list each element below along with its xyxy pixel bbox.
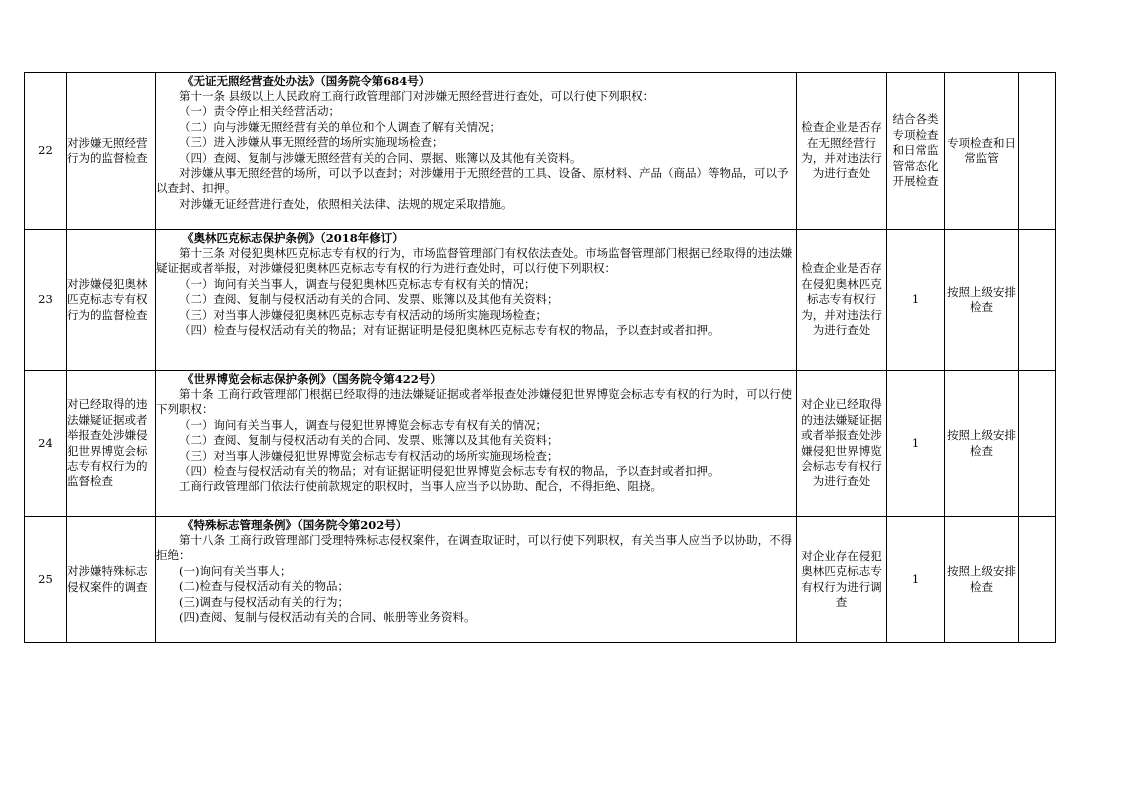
clause-text: 第十条 工商行政管理部门根据已经取得的违法嫌疑证据或者举报查处涉嫌侵犯世界博览会标志专有权的行为时，可以行使下列职权：	[156, 386, 793, 417]
inspection-ratio: 1	[887, 371, 945, 517]
inspection-method: 按照上级安排检查	[945, 371, 1019, 517]
inspection-content: 检查企业是否存在侵犯奥林匹克标志专有权行为，并对违法行为进行查处	[797, 230, 887, 371]
inspection-item: 对涉嫌侵犯奥林匹克标志专有权行为的监督检查	[67, 230, 156, 371]
legal-basis	[156, 73, 797, 230]
inspection-ratio: 结合各类专项检查和日常监管常态化开展检查	[887, 73, 945, 230]
law-title: 《奥林匹克标志保护条例》（2018年修订）	[182, 230, 404, 245]
inspection-item: 对已经取得的违法嫌疑证据或者举报查处涉嫌侵犯世界博览会标志专有权行为的监督检查	[67, 371, 156, 517]
row-number: 24	[25, 371, 67, 517]
clause-text: （二）查阅、复制与侵权活动有关的合同、发票、账簿以及其他有关资料；	[179, 292, 559, 307]
clause-text: 第十三条 对侵犯奥林匹克标志专有权的行为，市场监督管理部门有权依法查处。市场监督管理部门根据已经取得的违法嫌疑证据或者举报，对涉嫌侵犯奥林匹克标志专有权的行为进行查处时，可以行使下列职权：	[156, 245, 793, 276]
clause-text: (四)查阅、复制与侵权活动有关的合同、帐册等业务资料。	[179, 609, 476, 624]
inspection-content: 对企业已经取得的违法嫌疑证据或者举报查处涉嫌侵犯世界博览会标志专有权行为进行查处	[797, 371, 887, 517]
clause-text: （三）对当事人涉嫌侵犯世界博览会标志专有权活动的场所实施现场检查；	[179, 448, 559, 463]
table-row	[25, 73, 1056, 230]
clause-text: （四）检查与侵权活动有关的物品；对有证据证明侵犯世界博览会标志专有权的物品，予以查封或者扣押。	[179, 463, 720, 478]
inspection-content: 对企业存在侵犯奥林匹克标志专有权行为进行调查	[797, 517, 887, 643]
inspection-ratio: 1	[887, 517, 945, 643]
clause-text: （四）检查与侵权活动有关的物品；对有证据证明是侵犯奥林匹克标志专有权的物品，予以查封或者扣押。	[179, 322, 720, 337]
clause-text: (二)检查与侵权活动有关的物品；	[179, 579, 349, 594]
clause-text: （二）查阅、复制与侵权活动有关的合同、发票、账簿以及其他有关资料；	[179, 433, 559, 448]
row-number: 23	[25, 230, 67, 371]
clause-text: （一）询问有关当事人，调查与侵犯奥林匹克标志专有权有关的情况；	[179, 276, 536, 291]
inspection-method: 按照上级安排检查	[945, 517, 1019, 643]
inspection-ratio: 1	[887, 230, 945, 371]
legal-basis	[156, 371, 797, 517]
table-row	[25, 371, 1056, 517]
inspection-content: 检查企业是否存在无照经营行为，并对违法行为进行查处	[797, 73, 887, 230]
table-row	[25, 517, 1056, 643]
clause-text: 第十一条 县级以上人民政府工商行政管理部门对涉嫌无照经营进行查处，可以行使下列职权：	[179, 88, 655, 103]
clause-text: 工商行政管理部门依法行使前款规定的职权时，当事人应当予以协助、配合，不得拒绝、阻挠。	[179, 479, 662, 494]
clause-text: 对涉嫌从事无照经营的场所，可以予以查封；对涉嫌用于无照经营的工具、设备、原材料、产品（商品）等物品，可以予以查封、扣押。	[156, 165, 789, 196]
clause-text: （三）进入涉嫌从事无照经营的场所实施现场检查；	[179, 135, 444, 150]
row-number: 25	[25, 517, 67, 643]
inspection-table	[24, 72, 1056, 643]
legal-basis	[156, 517, 797, 643]
inspection-method: 专项检查和日常监管	[945, 73, 1019, 230]
clause-text: 第十八条 工商行政管理部门受理特殊标志侵权案件，在调查取证时，可以行使下列职权，有关当事人应当予以协助，不得拒绝：	[156, 532, 793, 563]
law-title: 《世界博览会标志保护条例》（国务院令第422号）	[182, 371, 442, 386]
legal-basis	[156, 230, 797, 371]
law-title: 《无证无照经营查处办法》（国务院令第684号）	[182, 73, 431, 88]
row-number: 22	[25, 73, 67, 230]
law-title: 《特殊标志管理条例》（国务院令第202号）	[182, 517, 408, 532]
inspection-method: 按照上级安排检查	[945, 230, 1019, 371]
clause-text: （一）询问有关当事人，调查与侵犯世界博览会标志专有权有关的情况；	[179, 417, 547, 432]
clause-text: (一)询问有关当事人；	[179, 563, 292, 578]
clause-text: （二）向与涉嫌无照经营有关的单位和个人调查了解有关情况；	[179, 119, 501, 134]
clause-text: （四）查阅、复制与涉嫌无照经营有关的合同、票据、账簿以及其他有关资料。	[179, 150, 582, 165]
remarks	[1019, 73, 1056, 230]
inspection-item: 对涉嫌无照经营行为的监督检查	[67, 73, 156, 230]
remarks	[1019, 371, 1056, 517]
clause-text: 对涉嫌无证经营进行查处，依照相关法律、法规的规定采取措施。	[179, 196, 513, 211]
inspection-item: 对涉嫌特殊标志侵权案件的调查	[67, 517, 156, 643]
clause-text: (三)调查与侵权活动有关的行为；	[179, 594, 349, 609]
remarks	[1019, 517, 1056, 643]
remarks	[1019, 230, 1056, 371]
clause-text: （三）对当事人涉嫌侵犯奥林匹克标志专有权活动的场所实施现场检查；	[179, 307, 547, 322]
table-row	[25, 230, 1056, 371]
clause-text: （一）责令停止相关经营活动；	[179, 104, 340, 119]
